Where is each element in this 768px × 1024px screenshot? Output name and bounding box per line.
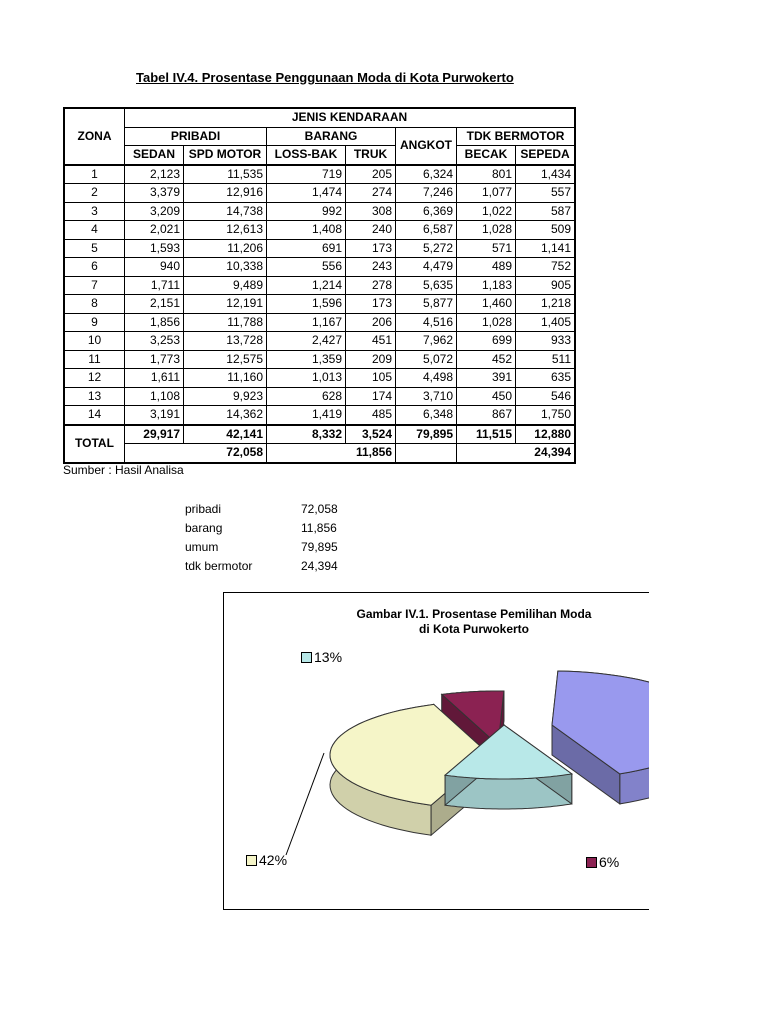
value-cell: 13,728 bbox=[184, 332, 267, 351]
value-cell: 1,419 bbox=[267, 406, 346, 425]
value-cell: 209 bbox=[346, 350, 396, 369]
value-cell: 635 bbox=[516, 369, 576, 388]
total-label: TOTAL bbox=[64, 425, 125, 463]
chart-title-line1: Gambar IV.1. Prosentase Pemilihan Moda bbox=[356, 607, 592, 621]
table-row bbox=[64, 258, 575, 277]
value-cell: 7,962 bbox=[396, 332, 457, 351]
value-cell: 801 bbox=[457, 165, 516, 184]
value-cell: 992 bbox=[267, 202, 346, 221]
value-cell: 274 bbox=[346, 184, 396, 203]
value-cell: 1,405 bbox=[516, 313, 576, 332]
zona-cell: 3 bbox=[64, 202, 125, 221]
value-cell: 1,077 bbox=[457, 184, 516, 203]
value-cell: 3,191 bbox=[125, 406, 184, 425]
value-cell: 2,427 bbox=[267, 332, 346, 351]
total-cell: 8,332 bbox=[267, 425, 346, 444]
value-cell: 6,587 bbox=[396, 221, 457, 240]
value-cell: 905 bbox=[516, 276, 576, 295]
subtotal-angkot-empty bbox=[396, 444, 457, 463]
table-row bbox=[64, 332, 575, 351]
value-cell: 556 bbox=[267, 258, 346, 277]
barang-header: BARANG bbox=[267, 127, 396, 146]
zona-cell: 13 bbox=[64, 387, 125, 406]
zona-cell: 5 bbox=[64, 239, 125, 258]
summary-label: pribadi bbox=[185, 502, 222, 516]
value-cell: 1,596 bbox=[267, 295, 346, 314]
value-cell: 628 bbox=[267, 387, 346, 406]
value-cell: 933 bbox=[516, 332, 576, 351]
value-cell: 6,369 bbox=[396, 202, 457, 221]
value-cell: 4,498 bbox=[396, 369, 457, 388]
label-tdk-bermotor bbox=[301, 649, 342, 665]
subtotal-barang: 11,856 bbox=[267, 444, 396, 463]
total-cell: 11,515 bbox=[457, 425, 516, 444]
pribadi-header: PRIBADI bbox=[125, 127, 267, 146]
table-row bbox=[64, 369, 575, 388]
chart-title-line2: di Kota Purwokerto bbox=[418, 622, 529, 636]
value-cell: 6,348 bbox=[396, 406, 457, 425]
table-row bbox=[64, 165, 575, 184]
value-cell: 14,362 bbox=[184, 406, 267, 425]
total-cell: 79,895 bbox=[396, 425, 457, 444]
value-cell: 867 bbox=[457, 406, 516, 425]
pct-label: 42% bbox=[259, 852, 288, 868]
value-cell: 2,151 bbox=[125, 295, 184, 314]
value-cell: 1,022 bbox=[457, 202, 516, 221]
value-cell: 5,072 bbox=[396, 350, 457, 369]
value-cell: 10,338 bbox=[184, 258, 267, 277]
value-cell: 5,635 bbox=[396, 276, 457, 295]
value-cell: 174 bbox=[346, 387, 396, 406]
value-cell: 1,434 bbox=[516, 165, 576, 184]
value-cell: 14,738 bbox=[184, 202, 267, 221]
value-cell: 1,183 bbox=[457, 276, 516, 295]
zona-cell: 8 bbox=[64, 295, 125, 314]
table-row bbox=[64, 295, 575, 314]
summary-value: 11,856 bbox=[301, 521, 337, 535]
value-cell: 509 bbox=[516, 221, 576, 240]
truk-header: TRUK bbox=[346, 146, 396, 165]
subtotal-pribadi: 72,058 bbox=[125, 444, 267, 463]
value-cell: 450 bbox=[457, 387, 516, 406]
summary-value: 24,394 bbox=[301, 559, 338, 573]
summary-value: 72,058 bbox=[301, 502, 338, 516]
value-cell: 11,788 bbox=[184, 313, 267, 332]
value-cell: 2,123 bbox=[125, 165, 184, 184]
value-cell: 205 bbox=[346, 165, 396, 184]
summary-label: umum bbox=[185, 540, 219, 554]
value-cell: 485 bbox=[346, 406, 396, 425]
pct-label: 13% bbox=[314, 649, 343, 665]
value-cell: 451 bbox=[346, 332, 396, 351]
chart-title bbox=[324, 607, 624, 637]
value-cell: 278 bbox=[346, 276, 396, 295]
summary-row bbox=[185, 557, 338, 576]
value-cell: 3,253 bbox=[125, 332, 184, 351]
value-cell: 5,877 bbox=[396, 295, 457, 314]
table-title: Tabel IV.4. Prosentase Penggunaan Moda di Kota Purwokerto bbox=[136, 70, 514, 85]
zona-cell: 12 bbox=[64, 369, 125, 388]
legend-swatch bbox=[586, 857, 597, 868]
value-cell: 1,611 bbox=[125, 369, 184, 388]
leader-line bbox=[286, 753, 324, 855]
zona-header: ZONA bbox=[64, 108, 125, 165]
tdk-bermotor-header: TDK BERMOTOR bbox=[457, 127, 576, 146]
value-cell: 452 bbox=[457, 350, 516, 369]
value-cell: 511 bbox=[516, 350, 576, 369]
table-row bbox=[64, 202, 575, 221]
value-cell: 12,575 bbox=[184, 350, 267, 369]
spd-motor-header: SPD MOTOR bbox=[184, 146, 267, 165]
sepeda-header: SEPEDA bbox=[516, 146, 576, 165]
value-cell: 3,379 bbox=[125, 184, 184, 203]
pie-chart bbox=[223, 592, 649, 910]
legend-swatch bbox=[246, 855, 257, 866]
value-cell: 1,013 bbox=[267, 369, 346, 388]
table-row bbox=[64, 184, 575, 203]
subtotal-tdk-bermotor: 24,394 bbox=[457, 444, 576, 463]
jenis-kendaraan-header: JENIS KENDARAAN bbox=[125, 108, 576, 127]
table-row bbox=[64, 221, 575, 240]
summary-list bbox=[185, 500, 338, 576]
table-row bbox=[64, 239, 575, 258]
total-cell: 3,524 bbox=[346, 425, 396, 444]
value-cell: 105 bbox=[346, 369, 396, 388]
value-cell: 1,359 bbox=[267, 350, 346, 369]
value-cell: 173 bbox=[346, 239, 396, 258]
value-cell: 571 bbox=[457, 239, 516, 258]
table-row bbox=[64, 313, 575, 332]
loss-bak-header: LOSS-BAK bbox=[267, 146, 346, 165]
value-cell: 11,160 bbox=[184, 369, 267, 388]
table-row bbox=[64, 406, 575, 425]
zona-cell: 4 bbox=[64, 221, 125, 240]
summary-value: 79,895 bbox=[301, 540, 338, 554]
value-cell: 12,613 bbox=[184, 221, 267, 240]
mode-usage-table bbox=[63, 107, 576, 464]
label-pribadi bbox=[246, 852, 287, 868]
value-cell: 1,218 bbox=[516, 295, 576, 314]
summary-row bbox=[185, 500, 338, 519]
value-cell: 1,750 bbox=[516, 406, 576, 425]
table-row bbox=[64, 350, 575, 369]
value-cell: 3,209 bbox=[125, 202, 184, 221]
value-cell: 1,408 bbox=[267, 221, 346, 240]
pct-label: 6% bbox=[599, 854, 620, 870]
value-cell: 1,773 bbox=[125, 350, 184, 369]
zona-cell: 10 bbox=[64, 332, 125, 351]
value-cell: 391 bbox=[457, 369, 516, 388]
value-cell: 9,923 bbox=[184, 387, 267, 406]
value-cell: 1,593 bbox=[125, 239, 184, 258]
value-cell: 308 bbox=[346, 202, 396, 221]
zona-cell: 9 bbox=[64, 313, 125, 332]
source-note: Sumber : Hasil Analisa bbox=[63, 463, 184, 477]
value-cell: 1,460 bbox=[457, 295, 516, 314]
value-cell: 1,141 bbox=[516, 239, 576, 258]
value-cell: 2,021 bbox=[125, 221, 184, 240]
total-cell: 12,880 bbox=[516, 425, 576, 444]
total-cell: 42,141 bbox=[184, 425, 267, 444]
label-barang bbox=[586, 854, 619, 870]
value-cell: 173 bbox=[346, 295, 396, 314]
value-cell: 557 bbox=[516, 184, 576, 203]
value-cell: 1,711 bbox=[125, 276, 184, 295]
table-row bbox=[64, 276, 575, 295]
value-cell: 6,324 bbox=[396, 165, 457, 184]
value-cell: 11,206 bbox=[184, 239, 267, 258]
value-cell: 587 bbox=[516, 202, 576, 221]
value-cell: 12,191 bbox=[184, 295, 267, 314]
zona-cell: 6 bbox=[64, 258, 125, 277]
value-cell: 243 bbox=[346, 258, 396, 277]
value-cell: 1,474 bbox=[267, 184, 346, 203]
total-cell: 29,917 bbox=[125, 425, 184, 444]
zona-cell: 11 bbox=[64, 350, 125, 369]
value-cell: 11,535 bbox=[184, 165, 267, 184]
value-cell: 1,856 bbox=[125, 313, 184, 332]
value-cell: 5,272 bbox=[396, 239, 457, 258]
value-cell: 9,489 bbox=[184, 276, 267, 295]
zona-cell: 14 bbox=[64, 406, 125, 425]
legend-swatch bbox=[301, 652, 312, 663]
summary-label: barang bbox=[185, 521, 223, 535]
value-cell: 206 bbox=[346, 313, 396, 332]
summary-row bbox=[185, 519, 338, 538]
summary-row bbox=[185, 538, 338, 557]
zona-cell: 7 bbox=[64, 276, 125, 295]
value-cell: 1,214 bbox=[267, 276, 346, 295]
value-cell: 3,710 bbox=[396, 387, 457, 406]
value-cell: 12,916 bbox=[184, 184, 267, 203]
value-cell: 1,028 bbox=[457, 313, 516, 332]
value-cell: 7,246 bbox=[396, 184, 457, 203]
value-cell: 4,479 bbox=[396, 258, 457, 277]
value-cell: 719 bbox=[267, 165, 346, 184]
zona-cell: 2 bbox=[64, 184, 125, 203]
summary-label: tdk bermotor bbox=[185, 559, 253, 573]
value-cell: 1,028 bbox=[457, 221, 516, 240]
value-cell: 546 bbox=[516, 387, 576, 406]
value-cell: 1,108 bbox=[125, 387, 184, 406]
value-cell: 699 bbox=[457, 332, 516, 351]
value-cell: 752 bbox=[516, 258, 576, 277]
value-cell: 240 bbox=[346, 221, 396, 240]
becak-header: BECAK bbox=[457, 146, 516, 165]
sedan-header: SEDAN bbox=[125, 146, 184, 165]
zona-cell: 1 bbox=[64, 165, 125, 184]
table-row bbox=[64, 387, 575, 406]
value-cell: 4,516 bbox=[396, 313, 457, 332]
value-cell: 1,167 bbox=[267, 313, 346, 332]
value-cell: 691 bbox=[267, 239, 346, 258]
angkot-header: ANGKOT bbox=[396, 127, 457, 165]
value-cell: 940 bbox=[125, 258, 184, 277]
value-cell: 489 bbox=[457, 258, 516, 277]
